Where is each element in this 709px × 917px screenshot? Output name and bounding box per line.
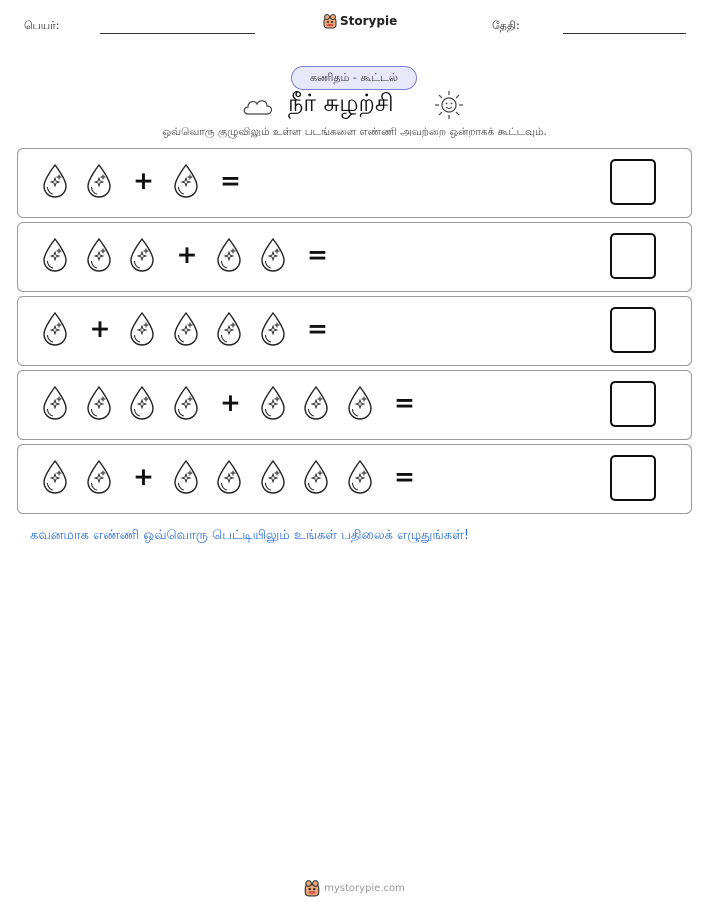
problem-row: [17, 444, 692, 514]
water-drop-icon: [128, 237, 156, 277]
water-drop-icon: [41, 237, 69, 277]
equals-sign: =: [307, 240, 328, 269]
sun-icon: [434, 90, 464, 120]
water-drop-icon: [172, 385, 200, 425]
instructions: ஒவ்வொரு குழுவிலும் உள்ள படங்களை எண்ணி அவற்றை ஒன்றாகக் கூட்டவும்.: [162, 126, 547, 138]
page-footer: [0, 879, 709, 897]
footer-url: mystorypie.com: [324, 882, 405, 894]
water-drop-icon: [302, 459, 330, 499]
cloud-icon: [242, 96, 274, 116]
water-drop-icon: [85, 163, 113, 203]
water-drop-icon: [259, 385, 287, 425]
plus-sign: +: [89, 314, 111, 343]
equals-sign: =: [220, 166, 241, 195]
name-line: [100, 33, 255, 34]
water-drop-icon: [259, 459, 287, 499]
water-drop-icon: [346, 385, 374, 425]
water-drop-icon: [259, 311, 287, 351]
water-drop-icon: [215, 311, 243, 351]
footer-note: கவனமாக எண்ணி ஒவ்வொரு பெட்டியிலும் உங்கள் பதிலைக் எழுதுங்கள்!: [30, 528, 470, 543]
water-drop-icon: [215, 459, 243, 499]
water-drop-icon: [41, 163, 69, 203]
equals-sign: =: [394, 462, 415, 491]
name-label: பெயர்:: [24, 19, 60, 32]
plus-sign: +: [176, 240, 198, 269]
water-drop-icon: [346, 459, 374, 499]
water-drop-icon: [41, 311, 69, 351]
storypie-logo-icon: [323, 13, 337, 29]
water-drop-icon: [259, 237, 287, 277]
plus-sign: +: [220, 388, 241, 417]
brand-logo: [323, 13, 397, 29]
plus-sign: +: [133, 462, 154, 491]
answer-box[interactable]: [610, 381, 656, 427]
water-drop-icon: [41, 459, 69, 499]
water-drop-icon: [85, 385, 113, 425]
water-drop-icon: [302, 385, 330, 425]
page-title: நீர் சுழற்சி: [288, 89, 394, 117]
storypie-logo-icon: [304, 879, 320, 897]
water-drop-icon: [41, 385, 69, 425]
equals-sign: =: [307, 314, 328, 343]
date-label: தேதி:: [492, 19, 520, 32]
water-drop-icon: [172, 163, 200, 203]
plus-sign: +: [133, 166, 154, 195]
equals-sign: =: [394, 388, 415, 417]
problem-row: [17, 148, 692, 218]
water-drop-icon: [172, 459, 200, 499]
water-drop-icon: [85, 237, 113, 277]
water-drop-icon: [172, 311, 200, 351]
answer-box[interactable]: [610, 233, 656, 279]
brand-name: Storypie: [340, 14, 398, 28]
water-drop-icon: [128, 385, 156, 425]
problem-row: [17, 370, 692, 440]
date-line: [563, 33, 686, 34]
subject-badge: கணிதம் - கூட்டல்: [291, 66, 417, 90]
worksheet-header: [0, 0, 709, 50]
answer-box[interactable]: [610, 307, 656, 353]
water-drop-icon: [85, 459, 113, 499]
answer-box[interactable]: [610, 455, 656, 501]
answer-box[interactable]: [610, 159, 656, 205]
water-drop-icon: [128, 311, 156, 351]
title-row: [0, 88, 709, 124]
water-drop-icon: [215, 237, 243, 277]
problem-row: [17, 296, 692, 366]
problem-row: [17, 222, 692, 292]
